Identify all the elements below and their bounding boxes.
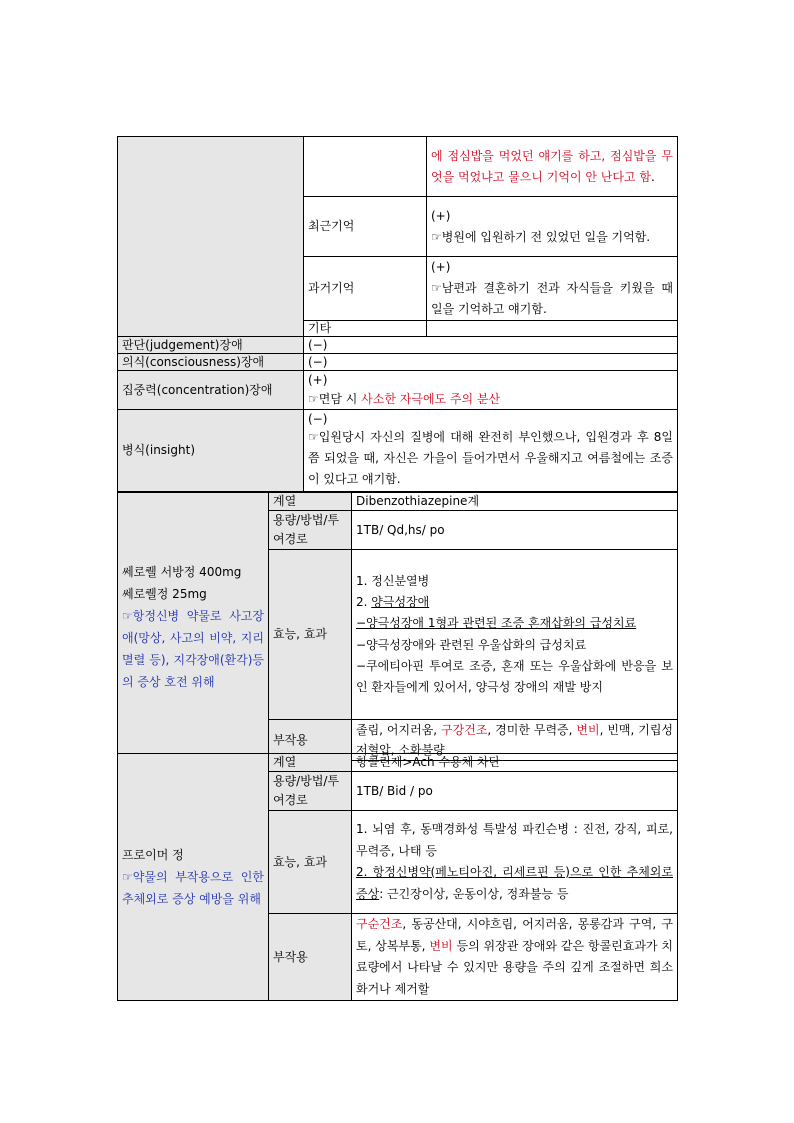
- procyclidine-effect-2-underlined: 2. 항정신병약(페노티아진, 리세르핀 등)으로 인한 추체외로 증상: [356, 865, 673, 901]
- mental-status-table: [117, 136, 678, 492]
- concentration-note-red: 사소한 자극에도 주의 분산: [361, 392, 501, 406]
- seroquel-name-1: 쎄로퀠 서방정 400mg: [122, 564, 242, 579]
- remote-memory-label: 과거기억: [304, 257, 427, 321]
- seroquel-dose-value: 1TB/ Qd,hs/ po: [352, 511, 678, 550]
- judgement-value: (−): [304, 337, 678, 354]
- procyclidine-side-value: [352, 914, 678, 1001]
- seroquel-effect-5: −쿠에티아핀 투여로 조증, 혼재 또는 우울삽화에 반응을 보인 환자들에게 있어서, 양극성 장애의 재발 방지: [356, 658, 673, 694]
- seroquel-side-label: 부작용: [269, 720, 352, 761]
- procyclidine-class-value: 항콜린제>Ach 수용체 차단: [352, 754, 678, 772]
- seroquel-purpose: ☞항정신병 약물로 사고장애(망상, 사고의 비약, 지리멸렬 등), 지각장애(환각)등의 증상 호전 위해: [122, 608, 264, 689]
- other-value: [427, 321, 678, 337]
- seroquel-class-value: Dibenzothiazepine계: [352, 493, 678, 511]
- recent-memory-note: ☞병원에 입원하기 전 있었던 일을 기억함.: [431, 229, 651, 244]
- seroquel-side-5: , 빈맥, 기립성 저혈압, 소화불량: [356, 723, 674, 757]
- seroquel-side-3: , 경미한 무력증,: [487, 723, 577, 737]
- procyclidine-purpose: ☞약물의 부작용으로 인한 추체외로 증상 예방을 위해: [122, 870, 264, 906]
- insight-sign: (−): [308, 412, 328, 426]
- concentration-label: 집중력(concentration)장애: [118, 371, 304, 410]
- procyclidine-name: 프로이머 정: [122, 848, 184, 862]
- memory-type-blank: [304, 137, 427, 197]
- procyclidine-dose-value: 1TB/ Bid / po: [352, 772, 678, 811]
- concentration-value: [304, 371, 678, 410]
- seroquel-side-4: 변비: [576, 723, 600, 737]
- seroquel-side-2: 구강건조: [441, 723, 488, 737]
- procyclidine-side-1: 구순건조: [356, 917, 403, 931]
- insight-note: ☞입원당시 자신의 질병에 대해 완전히 부인했으나, 입원경과 후 8일 쯤 되었을 때, 자신은 가을이 들어가면서 우울해지고 여름철에는 조증이 있다고 얘기함.: [308, 430, 673, 486]
- procyclidine-effect-2-rest: : 근긴장이상, 운동이상, 정좌불능 등: [379, 886, 569, 901]
- insight-label: 병식(insight): [118, 410, 304, 492]
- seroquel-effect-label: 효능, 효과: [269, 550, 352, 720]
- recent-memory-label: 최근기억: [304, 197, 427, 257]
- seroquel-effect-2: [356, 592, 673, 613]
- seroquel-effect-4: −양극성장애와 관련된 우울삽화의 급성치료: [356, 637, 587, 652]
- insight-value: [304, 410, 678, 492]
- procyclidine-effect-1: 1. 뇌염 후, 동맥경화성 특발성 파킨슨병 : 진전, 강직, 피로, 무력증, 나태 등: [356, 822, 673, 858]
- procyclidine-effect-label: 효능, 효과: [269, 811, 352, 914]
- memory-continued-period: .: [650, 169, 655, 184]
- procyclidine-table: [117, 753, 678, 1001]
- consciousness-value: (−): [304, 354, 678, 371]
- consciousness-label: 의식(consciousness)장애: [118, 354, 304, 371]
- seroquel-class-label: 계열: [269, 493, 352, 511]
- procyclidine-effect-value: [352, 811, 678, 914]
- remote-memory-sign: (+): [431, 260, 451, 274]
- seroquel-effect-2-text: 양극성장애: [371, 595, 430, 610]
- seroquel-dose-label: 용량/방법/투여경로: [269, 511, 352, 550]
- seroquel-effect-2-num: 2.: [356, 595, 372, 610]
- medication-table: [117, 492, 678, 761]
- procyclidine-side-2: , 동공산대, 시야흐림, 어지러움, 몽롱감과 구역, 구토, 상복부통,: [356, 917, 673, 953]
- recent-memory-value: [427, 197, 678, 257]
- memory-continued-text: [427, 137, 678, 197]
- procyclidine-side-3: 변비: [429, 938, 453, 953]
- memory-continued-red: 에 점심밥을 먹었던 얘기를 하고, 점심밥을 무엇을 먹었냐고 물으니 기억이 안 난다고 함: [431, 148, 673, 184]
- concentration-note-prefix: ☞면담 시: [308, 392, 362, 406]
- procyclidine-drug-cell: [118, 754, 269, 1001]
- seroquel-effect-1: 1. 정신분열병: [356, 573, 430, 588]
- procyclidine-side-4: 등의 위장관 장애와 같은 항콜린효과가 치료량에서 나타날 수 있지만 용량을 주의 깊게 조절하면 희소화거나 제거할: [356, 938, 674, 996]
- judgement-label: 판단(judgement)장애: [118, 337, 304, 354]
- seroquel-side-1: 졸림, 어지러움,: [356, 723, 442, 737]
- procyclidine-class-label: 계열: [269, 754, 352, 772]
- seroquel-effect-3: −양극성장애 1형과 관련된 조증 혼재삽화의 급성치료: [356, 616, 637, 631]
- recent-memory-sign: (+): [431, 208, 451, 223]
- remote-memory-note: ☞남편과 결혼하기 전과 자식들을 키웠을 때 일을 기억하고 얘기함.: [431, 281, 673, 316]
- remote-memory-value: [427, 257, 678, 321]
- seroquel-drug-cell: [118, 493, 269, 761]
- other-label: 기타: [304, 321, 427, 337]
- seroquel-name-2: 쎄로퀠정 25mg: [122, 586, 207, 601]
- seroquel-effect-value: [352, 550, 678, 720]
- procyclidine-effect-2: [356, 862, 673, 905]
- concentration-sign: (+): [308, 373, 328, 387]
- procyclidine-side-label: 부작용: [269, 914, 352, 1001]
- category-cell-blank: [118, 137, 304, 337]
- procyclidine-dose-label: 용량/방법/투여경로: [269, 772, 352, 811]
